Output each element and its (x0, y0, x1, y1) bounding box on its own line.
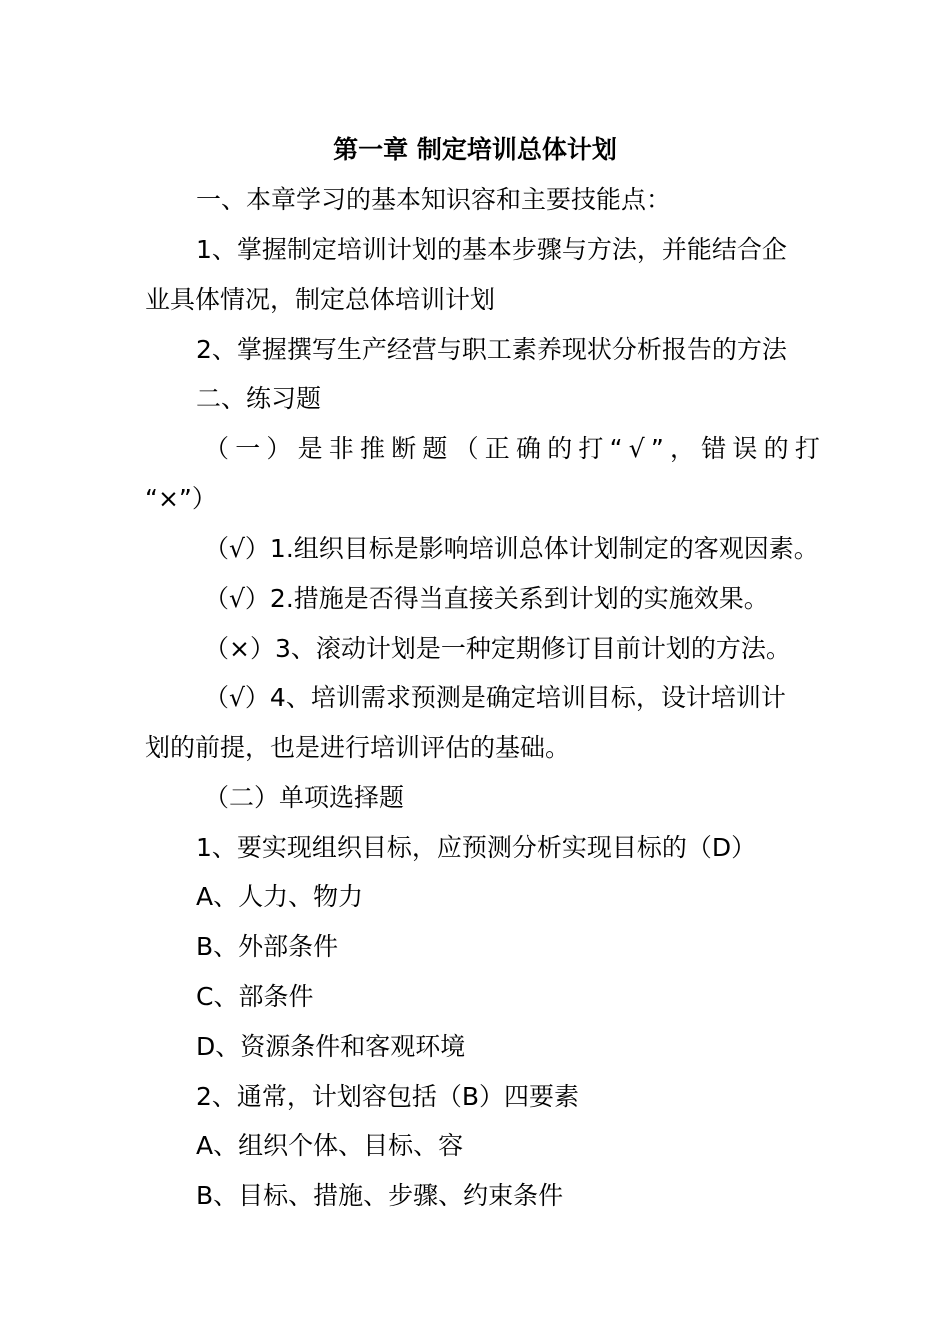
choice-option: B、外部条件 (196, 932, 339, 961)
question-item: 1、要实现组织目标，应预测分析实现目标的（D） (196, 833, 757, 862)
choice-option: A、组织个体、目标、容 (196, 1131, 464, 1160)
question-item: （√）2.措施是否得当直接关系到计划的实施效果。 (204, 584, 769, 613)
choice-option: A、人力、物力 (196, 882, 364, 911)
question-item: （×）3、滚动计划是一种定期修订目前计划的方法。 (204, 634, 791, 663)
question-item: （√）1.组织目标是影响培训总体计划制定的客观因素。 (204, 534, 819, 563)
question-item: 2、通常，计划容包括（B）四要素 (196, 1082, 580, 1111)
subsection-heading-single-choice: （二）单项选择题 (204, 783, 405, 812)
choice-option: B、目标、措施、步骤、约束条件 (196, 1181, 564, 1210)
paragraph-line: 1、掌握制定培训计划的基本步骤与方法，并能结合企 (196, 235, 787, 264)
subsection-heading-true-false: （一）是非推断题（正确的打“√”，错误的打 (204, 434, 827, 463)
chapter-title: 第一章 制定培训总体计划 (333, 135, 617, 164)
choice-option: D、资源条件和客观环境 (196, 1032, 466, 1061)
choice-option: C、部条件 (196, 982, 314, 1011)
section-heading-exercises: 二、练习题 (196, 384, 322, 413)
paragraph-line: 业具体情况，制定总体培训计划 (145, 285, 496, 314)
question-item: （√）4、培训需求预测是确定培训目标，设计培训计 (204, 683, 786, 712)
paragraph-line: “×”） (145, 484, 217, 513)
paragraph-line: 2、掌握撰写生产经营与职工素养现状分析报告的方法 (196, 335, 787, 364)
section-heading-knowledge: 一、本章学习的基本知识容和主要技能点： (196, 185, 672, 214)
paragraph-line: 划的前提，也是进行培训评估的基础。 (145, 733, 571, 762)
